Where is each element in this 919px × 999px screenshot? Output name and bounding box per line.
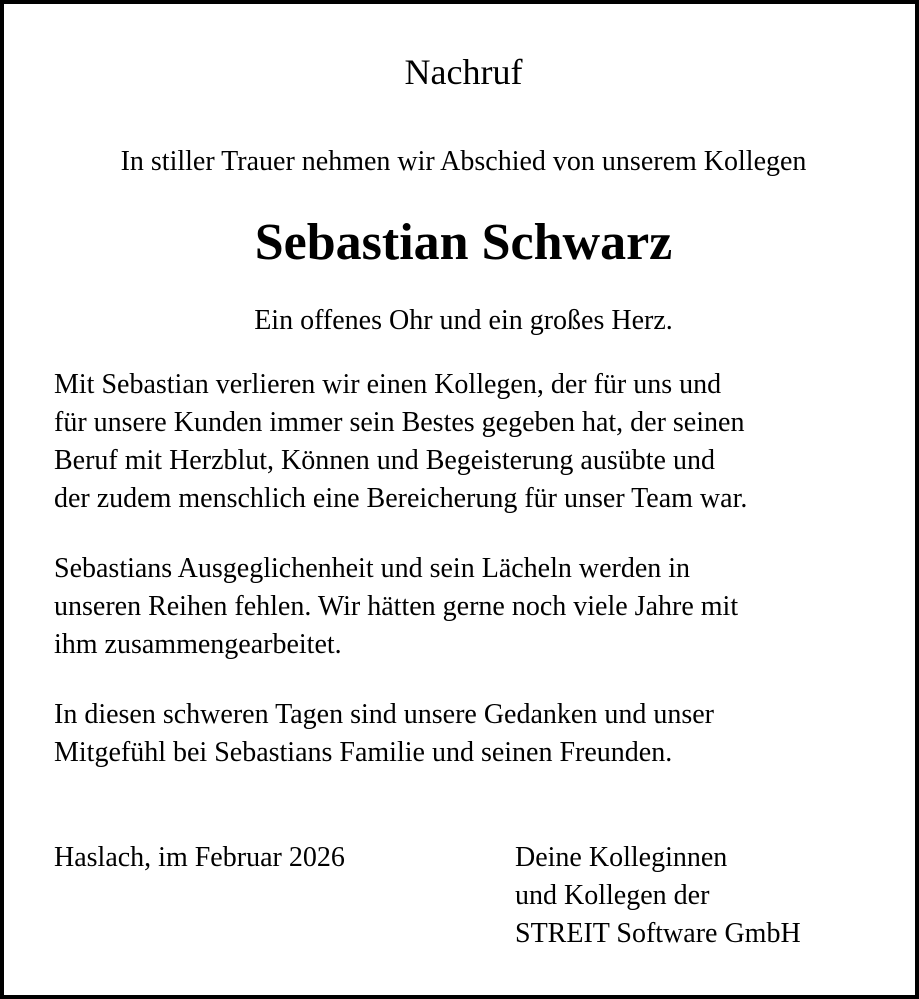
- paragraph-line: Mit Sebastian verlieren wir einen Kollegen, der für uns und: [54, 369, 722, 400]
- paragraph-line: ihm zusammengearbeitet.: [54, 629, 342, 660]
- deceased-name: Sebastian Schwarz: [254, 214, 673, 271]
- paragraph-line: für unsere Kunden immer sein Bestes gegeben hat, der seinen: [54, 407, 745, 438]
- signature-line: STREIT Software GmbH: [515, 918, 801, 949]
- signature-line: und Kollegen der: [515, 880, 710, 911]
- place-date: Haslach, im Februar 2026: [54, 842, 345, 873]
- paragraph-tribute: [54, 366, 894, 518]
- paragraph-line: unseren Reihen fehlen. Wir hätten gerne noch viele Jahre mit: [54, 591, 739, 622]
- signature-line: Deine Kolleginnen: [515, 842, 728, 873]
- intro-text: In stiller Trauer nehmen wir Abschied von unserem Kollegen: [120, 146, 807, 177]
- paragraph-line: In diesen schweren Tagen sind unsere Gedanken und unser: [54, 699, 714, 730]
- paragraph-line: Beruf mit Herzblut, Können und Begeisterung ausübte und: [54, 445, 715, 476]
- paragraph-line: der zudem menschlich eine Bereicherung für unser Team war.: [54, 483, 748, 514]
- paragraph-memory: [54, 550, 894, 664]
- paragraph-line: Sebastians Ausgeglichenheit und sein Lächeln werden in: [54, 553, 691, 584]
- motto: Ein offenes Ohr und ein großes Herz.: [254, 305, 673, 336]
- signature-block: [515, 839, 801, 953]
- paragraph-condolence: [54, 696, 894, 772]
- heading: Nachruf: [404, 52, 523, 92]
- paragraph-line: Mitgefühl bei Sebastians Familie und seinen Freunden.: [54, 737, 673, 768]
